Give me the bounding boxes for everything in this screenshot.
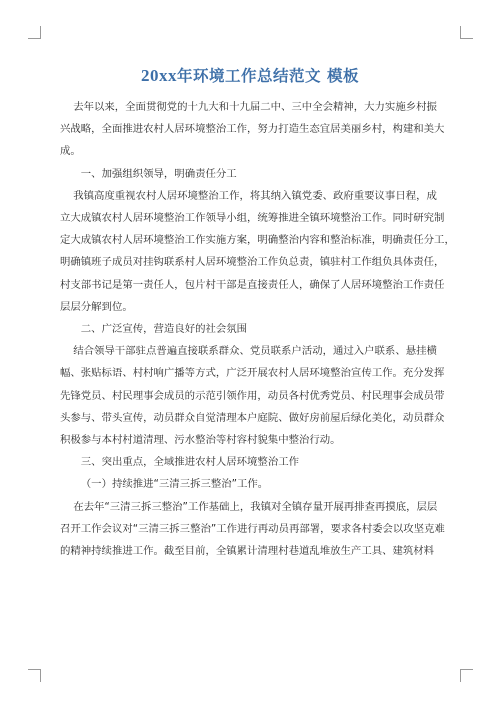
paragraph-section2-line-3: 先锋党员、村民理事会成员的示范引领作用，动员各村优秀党员、村民理事会成员带 (60, 389, 445, 402)
paragraph-section2-line-2: 幅、张贴标语、村村响广播等方式，广泛开展农村人居环境整治宣传工作。充分发挥 (60, 367, 445, 380)
crop-mark-top-right (460, 26, 473, 39)
paragraph-section1-line-4: 明确镇班子成员对挂钩联系村人居环境整治工作负总责，镇驻村工作组负具体责任， (60, 256, 445, 269)
paragraph-section3-line-3: 的精神持续推进工作。截至目前，全镇累计清理村巷道乱堆放生产工具、建筑材料 (60, 545, 435, 558)
paragraph-intro-line-3: 成。 (60, 145, 81, 158)
paragraph-section2-line-1: 结合领导干部驻点普遍直接联系群众、党员联系户活动，通过入户联系、悬挂横 (60, 345, 437, 358)
paragraph-section1-line-3: 定大成镇农村人居环境整治工作实施方案，明确整治内容和整治标准，明确责任分工， (60, 234, 455, 247)
paragraph-section3-line-2: 召开工作会议对“三清三拆三整治”工作进行再动员再部署，要求各村委会以攻坚克难 (60, 522, 445, 535)
crop-mark-bottom-right (460, 669, 473, 682)
paragraph-section1-line-2: 立大成镇农村人居环境整治工作领导小组，统筹推进全镇环境整治工作。同时研究制 (60, 212, 445, 225)
section-heading-2: 二、广泛宣传，营造良好的社会氛围 (80, 323, 248, 336)
crop-mark-top-left (28, 26, 41, 39)
title-year: 20xx (141, 66, 178, 85)
subsection-heading-3-1: （一）持续推进“三清三拆三整治”工作。 (80, 478, 269, 491)
crop-mark-bottom-left (28, 669, 41, 682)
paragraph-section1-line-1: 我镇高度重视农村人居环境整治工作，将其纳入镇党委、政府重要议事日程，成 (60, 189, 437, 202)
section-heading-3: 三、突出重点，全域推进农村人居环境整治工作 (80, 456, 299, 469)
title-text: 年环境工作总结范文 模板 (177, 67, 359, 85)
paragraph-section1-line-5: 村支部书记是第一责任人，包片村干部是直接责任人，确保了人居环境整治工作责任 (60, 278, 445, 291)
section-heading-1: 一、加强组织领导，明确责任分工 (80, 167, 237, 180)
document-body (60, 96, 455, 562)
paragraph-intro-line-2: 兴战略，全面推进农村人居环境整治工作，努力打造生态宜居美丽乡村，构建和美大 (60, 123, 445, 136)
paragraph-intro-line-1: 去年以来，全面贯彻党的十九大和十九届二中、三中全会精神，大力实施乡村振 (60, 101, 437, 113)
paragraph-section3-line-1: 在去年“三清三拆三整治”工作基础上，我镇对全镇存量开展再排查再摸底，层层 (60, 500, 438, 513)
paragraph-section2-line-5: 积极参与本村村道清理、污水整治等村容村貌集中整治行动。 (60, 434, 341, 447)
document-title (0, 64, 500, 86)
paragraph-section1-line-6: 层层分解到位。 (60, 300, 133, 313)
paragraph-section2-line-4: 头参与、带头宣传，动员群众自觉清理本户庭院、做好房前屋后绿化美化，动员群众 (60, 411, 445, 424)
